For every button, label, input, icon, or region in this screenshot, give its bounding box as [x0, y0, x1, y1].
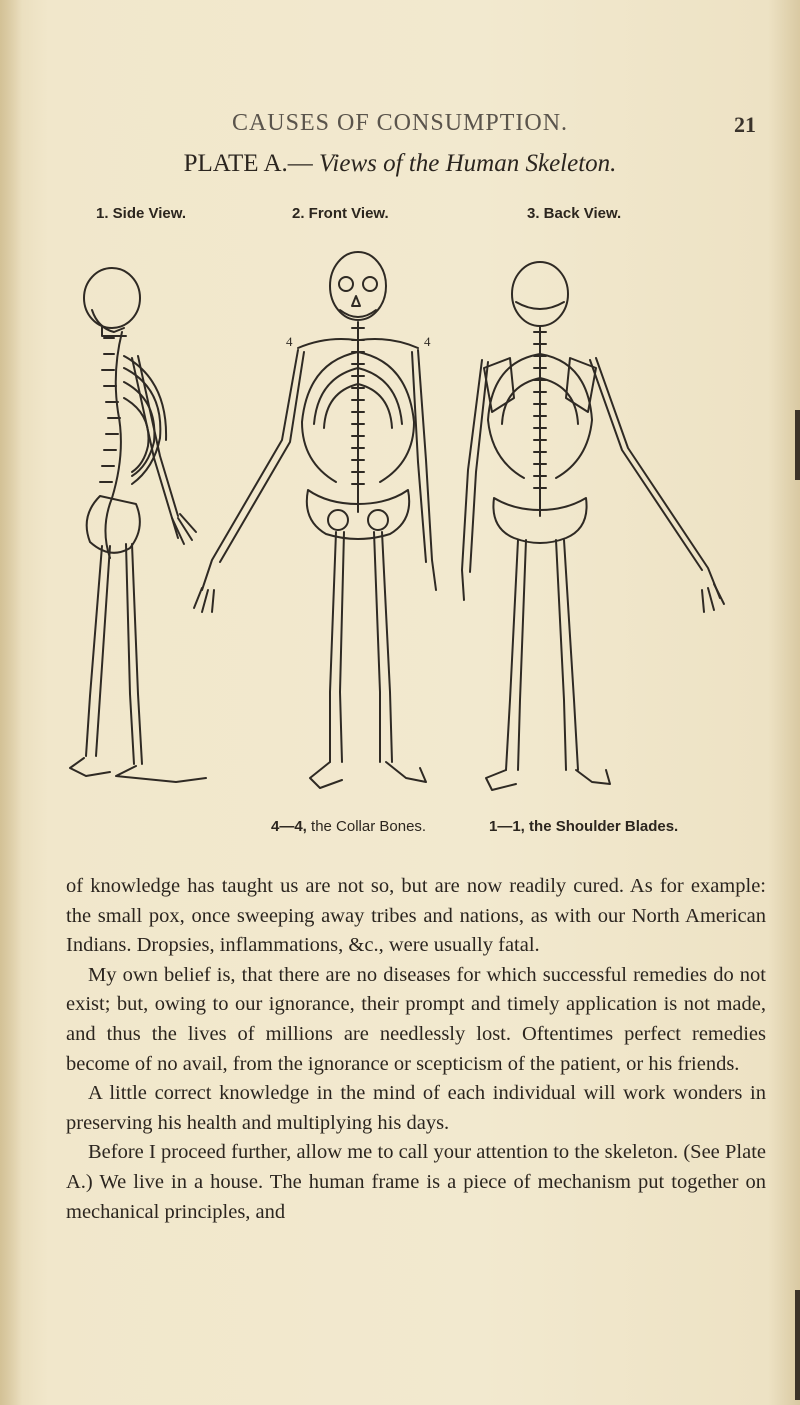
collar-number-right: 4 — [424, 334, 431, 349]
caption-collar-bones — [271, 818, 426, 835]
back-view-skeleton — [462, 262, 724, 790]
skeleton-illustration — [40, 228, 770, 808]
skeleton-engraving — [40, 228, 770, 808]
front-view-skeleton — [194, 252, 436, 788]
page-edge-mark — [795, 1290, 800, 1400]
running-head — [0, 110, 800, 140]
plate-title-text: Views of the Human Skeleton. — [319, 150, 617, 177]
view-label-side: 1. Side View. — [96, 205, 187, 222]
paragraph: of knowledge has taught us are not so, but are now readily cured. As for example: the small pox, once sweeping away tribes and nations, as with our North American Indians. Dropsies, inflammations, &c., were usually fatal. — [66, 875, 766, 957]
plate-title — [0, 150, 800, 178]
page-number: 21 — [734, 112, 756, 137]
side-view-skeleton — [70, 268, 206, 782]
caption-number: 4—4, — [271, 818, 307, 835]
view-label-front: 2. Front View. — [292, 205, 389, 222]
paragraph: My own belief is, that there are no diseases for which successful remedies do not exist; but, owing to our ignorance, their prompt and timely application is not made, and thus the lives of millions are needlessly lost. Oftentimes perfect remedies become of no avail, from the ignorance or scepticism of the patient, or his friends. — [66, 963, 766, 1075]
collar-number-left: 4 — [286, 334, 293, 349]
page-gutter-shadow — [0, 0, 22, 1405]
page-edge-mark — [795, 410, 800, 480]
view-label-back: 3. Back View. — [527, 205, 622, 222]
paragraph: A little correct knowledge in the mind of each individual will work wonders in preserving his health and multiplying his days. — [66, 1082, 766, 1134]
caption-number: 1—1, — [489, 818, 525, 835]
plate-label: PLATE A.— — [183, 150, 313, 177]
body-text — [66, 872, 766, 1227]
caption-text: the Shoulder Blades. — [529, 818, 679, 835]
caption-shoulder-blades — [489, 818, 678, 835]
caption-text: the Collar Bones. — [311, 818, 427, 835]
paragraph: Before I proceed further, allow me to call your attention to the skeleton. (See Plate A.) We live in a house. The human frame is a piece of mechanism put together on mechanical principles, and — [66, 1141, 766, 1223]
running-title: CAUSES OF CONSUMPTION. — [231, 110, 569, 136]
